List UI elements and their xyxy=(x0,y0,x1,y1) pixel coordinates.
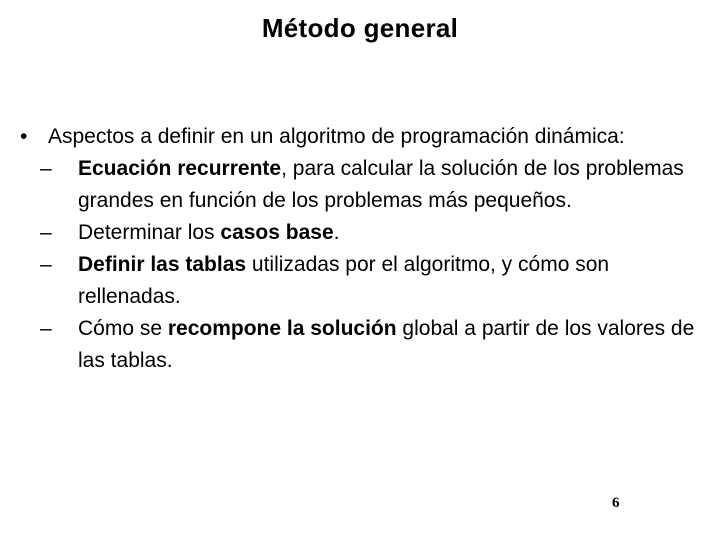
dash-icon: – xyxy=(40,221,52,244)
sub-bullet-item xyxy=(40,313,708,377)
page-number: 6 xyxy=(612,495,620,511)
dash-icon: – xyxy=(40,157,52,180)
sub-bullet-item xyxy=(40,217,708,249)
plain-text: Determinar los xyxy=(78,221,221,244)
emphasis-text: Ecuación recurrente xyxy=(78,157,282,180)
sub-bullet-text xyxy=(78,313,708,377)
emphasis-text: casos base xyxy=(220,221,334,244)
dash-icon: – xyxy=(40,253,52,276)
slide-body xyxy=(18,121,708,377)
bullet-icon: • xyxy=(20,125,28,148)
plain-text: global a partir de los valores de las tablas. xyxy=(78,317,695,372)
plain-text: , para calcular la solución de los problemas grandes en función de los problemas más pequeños. xyxy=(78,157,684,212)
main-bullet-item xyxy=(18,121,708,153)
emphasis-text: Definir las tablas xyxy=(78,253,247,276)
slide-title: Método general xyxy=(261,13,459,43)
plain-text: . xyxy=(333,221,340,244)
sub-bullet-item xyxy=(40,249,708,313)
sub-bullet-list xyxy=(40,153,708,377)
sub-bullet-item xyxy=(40,153,708,217)
plain-text: Cómo se xyxy=(78,317,168,340)
plain-text: utilizadas por el algoritmo, y cómo son rellenadas. xyxy=(78,253,610,308)
dash-icon: – xyxy=(40,317,52,340)
main-bullet-text: Aspectos a definir en un algoritmo de programación dinámica: xyxy=(48,125,625,148)
sub-bullet-text xyxy=(78,153,708,217)
sub-bullet-text xyxy=(78,249,708,313)
sub-bullet-text xyxy=(78,217,708,249)
emphasis-text: recompone la solución xyxy=(167,317,397,340)
